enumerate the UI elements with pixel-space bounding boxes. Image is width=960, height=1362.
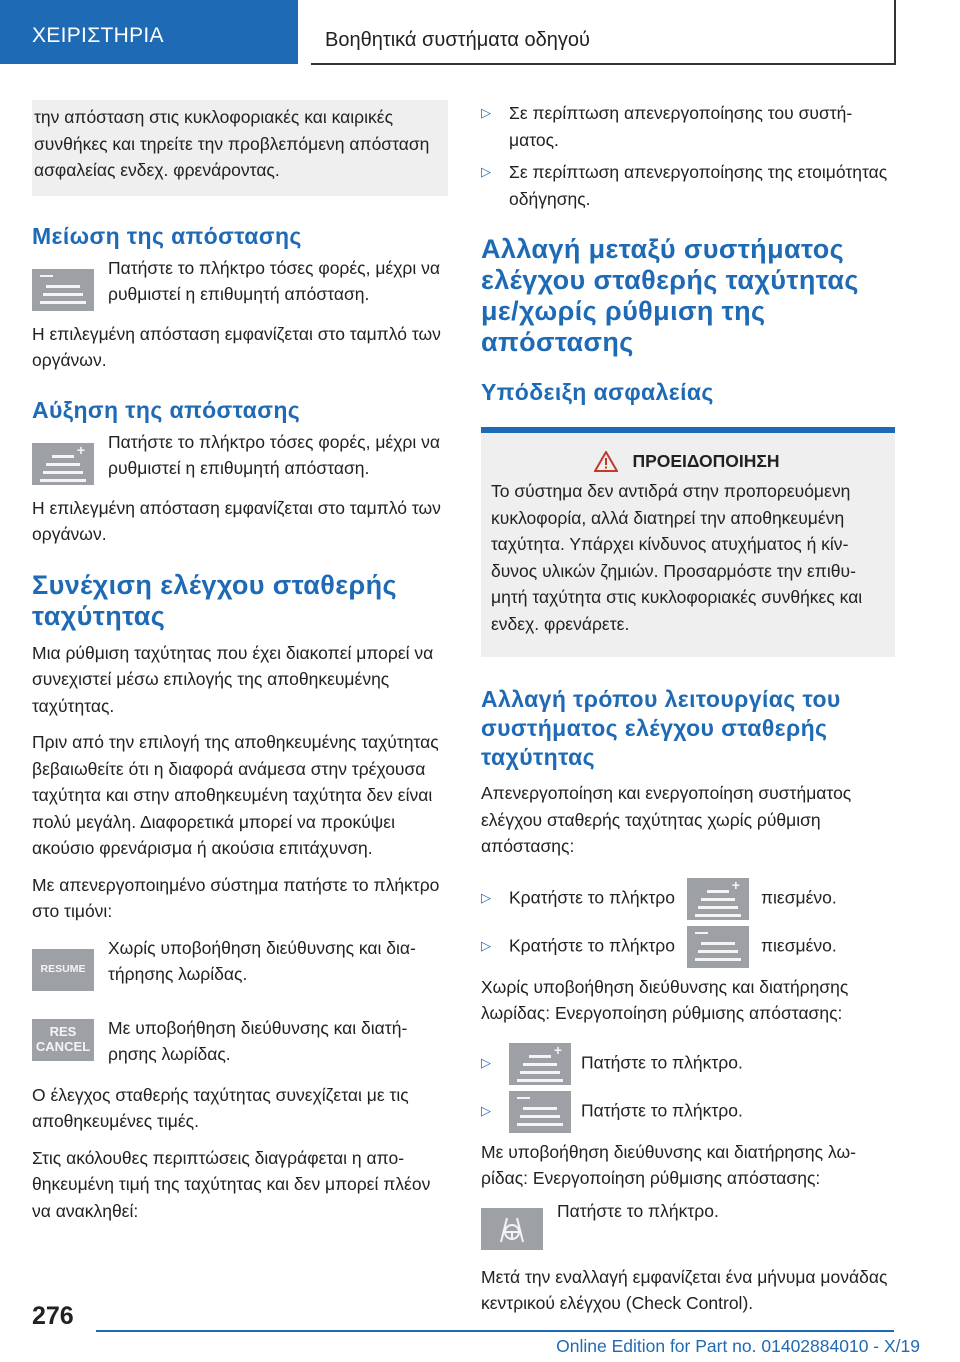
distance-increase-button-icon: + [509,1043,571,1085]
warning-text: Το σύστημα δεν αντιδρά στην προπορευόμενη κυκλοφορία, αλλά διατηρεί την αποθηκευμένη ταχύτητα. Υπάρχει κίνδυνος ατυχήματος ή κίνδυνος υλικών ζημιών. Προσαρμόστε την επιθυμητή ταχύτητα στις κυκλοφοριακές συνθήκες και ενδεχ. φρενάρετε. [491,481,863,634]
hold-post-text: πιεσμένο. [760,935,837,956]
continue-p5: Στις ακόλουθες περιπτώσεις διαγράφεται η αποθηκευμένη τιμή της ταχύτητας και δεν μπορεί πλέον να ανακληθεί: [32,1147,431,1221]
page-number: 276 [32,1302,74,1330]
triangle-bullet-icon: ▷ [481,938,491,954]
distance-increase-button-icon: + [32,443,94,485]
warning-title: ΠΡΟΕΙΔΟΠΟΙΗΣΗ [632,451,780,471]
press-text: Πατήστε το πλήκτρο. [581,1052,743,1073]
safety-heading: Υπόδειξη ασφαλείας [481,379,714,405]
bullet-text: Σε περίπτωση απενεργοποίησης του συστήματος. [509,103,853,150]
distance-decrease-button-icon [509,1091,571,1133]
hold-post-text: πιεσμένο. [760,887,837,908]
mode-p1: Απενεργοποίηση και ενεργοποίηση συστήματος ελέγχου σταθερής ταχύτητας χωρίς ρύθμιση απόστασης: [481,783,852,856]
triangle-bullet-icon: ▷ [481,1103,491,1119]
list-item [481,926,895,968]
resume-button-icon: RESUME [32,949,94,991]
continue-p2: Πριν από την επιλογή της αποθηκευμένης ταχύτητας βεβαιωθείτε ότι η διαφορά ανάμεσα στην τρέχουσα ταχύτητα και στην αποθηκευμένη ταχύτητα δεν είναι πολύ μεγάλη. Διαφορετικά μπορεί να προκύψει ακούσιο φρενάρισμα ή ακούσια επιτάχυνση. [32,732,439,858]
warning-box [481,427,895,657]
increase-heading: Αύξηση της απόστασης [32,396,301,423]
distance-decrease-button-icon [32,269,94,311]
increase-note: Η επιλεγμένη απόσταση εμφανίζεται στο ταμπλό των οργάνων. [32,497,441,544]
continue-p4: Ο έλεγχος σταθερής ταχύτητας συνεχίζεται με τις αποθηκευμένες τιμές. [32,1084,409,1131]
res-cancel-button-icon: RES CANCEL [32,1019,94,1061]
warning-header [491,451,883,472]
assist-row [481,1198,895,1250]
continue-heading: Συνέχιση ελέγχου σταθερής ταχύτητας [32,569,397,631]
hold-pre-text: Κρατήστε το πλήκτρο [509,935,675,956]
switch-heading: Αλλαγή μεταξύ συστήματος ελέγχου σταθερής ταχύτητας με/χωρίς ρύθμιση της απόστασης [481,234,859,357]
press-text: Πατήστε το πλήκτρο. [581,1100,743,1121]
list-item [481,159,895,212]
rescancel-row [32,1015,448,1068]
list-item [481,1091,895,1133]
continue-p3: Με απενεργοποιημένο σύστημα πατήστε το πλήκτρο στο τιμόνι: [32,874,440,921]
rescancel-text: Με υποβοήθηση διεύθυνσης και διατήρησης λωρίδας. [108,1017,408,1064]
header-chapter-box [311,0,896,65]
decrease-row [32,255,448,311]
mode-heading: Αλλαγή τρόπου λειτουργίας του συστήματος ελέγχου σταθερής ταχύτητας [481,686,841,770]
resume-row [32,935,448,991]
triangle-bullet-icon: ▷ [481,1055,491,1071]
continue-p1: Μια ρύθμιση ταχύτητας που έχει διακοπεί μπορεί να συνεχιστεί μέσω επιλογής της αποθηκευμένης ταχύτητας. [32,642,434,716]
hold-pre-text: Κρατήστε το πλήκτρο [509,887,675,908]
resume-text: Χωρίς υποβοήθηση διεύθυνσης και διατήρησης λωρίδας. [108,937,416,984]
decrease-text: Πατήστε το πλήκτρο τόσες φορές, μέχρι να ρυθμιστεί η επιθυμητή απόσταση. [108,257,440,304]
header-section-label: ΧΕΙΡΙΣΤΗΡΙΑ [32,24,164,47]
list-item [481,878,895,920]
header-section-tab [0,0,298,64]
header-chapter-label: Βοηθητικά συστήματα οδηγού [325,29,590,51]
triangle-bullet-icon: ▷ [481,164,491,179]
left-column [32,100,448,1224]
increase-text: Πατήστε το πλήκτρο τόσες φορές, μέχρι να ρυθμιστεί η επιθυμητή απόσταση. [108,431,440,478]
intro-shaded-box [32,100,448,196]
triangle-bullet-icon: ▷ [481,890,491,906]
warning-triangle-icon [594,451,618,472]
assist-press-text: Πατήστε το πλήκτρο. [557,1200,719,1221]
list-item [481,1043,895,1085]
footer-rule [96,1330,894,1332]
right-column [481,100,895,1317]
intro-text: την απόσταση στις κυκλοφοριακές και καιρικές συνθήκες και τηρείτε την προβλεπόμενη απόσταση ασφαλείας ενδεχ. φρενάροντας. [34,107,430,180]
decrease-note: Η επιλεγμένη απόσταση εμφανίζεται στο ταμπλό των οργάνων. [32,323,441,370]
decrease-heading: Μείωση της απόστασης [32,222,302,249]
distance-increase-button-icon: + [687,878,749,920]
triangle-bullet-icon: ▷ [481,105,491,120]
distance-decrease-button-icon [687,926,749,968]
mode-p3: Με υποβοήθηση διεύθυνσης και διατήρησης λωρίδας: Ενεργοποίηση ρύθμισης απόστασης: [481,1141,856,1188]
footer-edition: Online Edition for Part no. 01402884010 - X/19 [556,1336,920,1356]
mode-p2: Χωρίς υποβοήθηση διεύθυνσης και διατήρησης λωρίδας: Ενεργοποίηση ρύθμισης απόστασης: [481,976,849,1023]
bullet-text: Σε περίπτωση απενεργοποίησης της ετοιμότητας οδήγησης. [509,162,888,209]
increase-row [32,429,448,485]
mode-p4: Μετά την εναλλαγή εμφανίζεται ένα μήνυμα μονάδας κεντρικού ελέγχου (Check Control). [481,1266,888,1313]
steering-assist-button-icon [481,1208,543,1250]
list-item [481,100,895,153]
